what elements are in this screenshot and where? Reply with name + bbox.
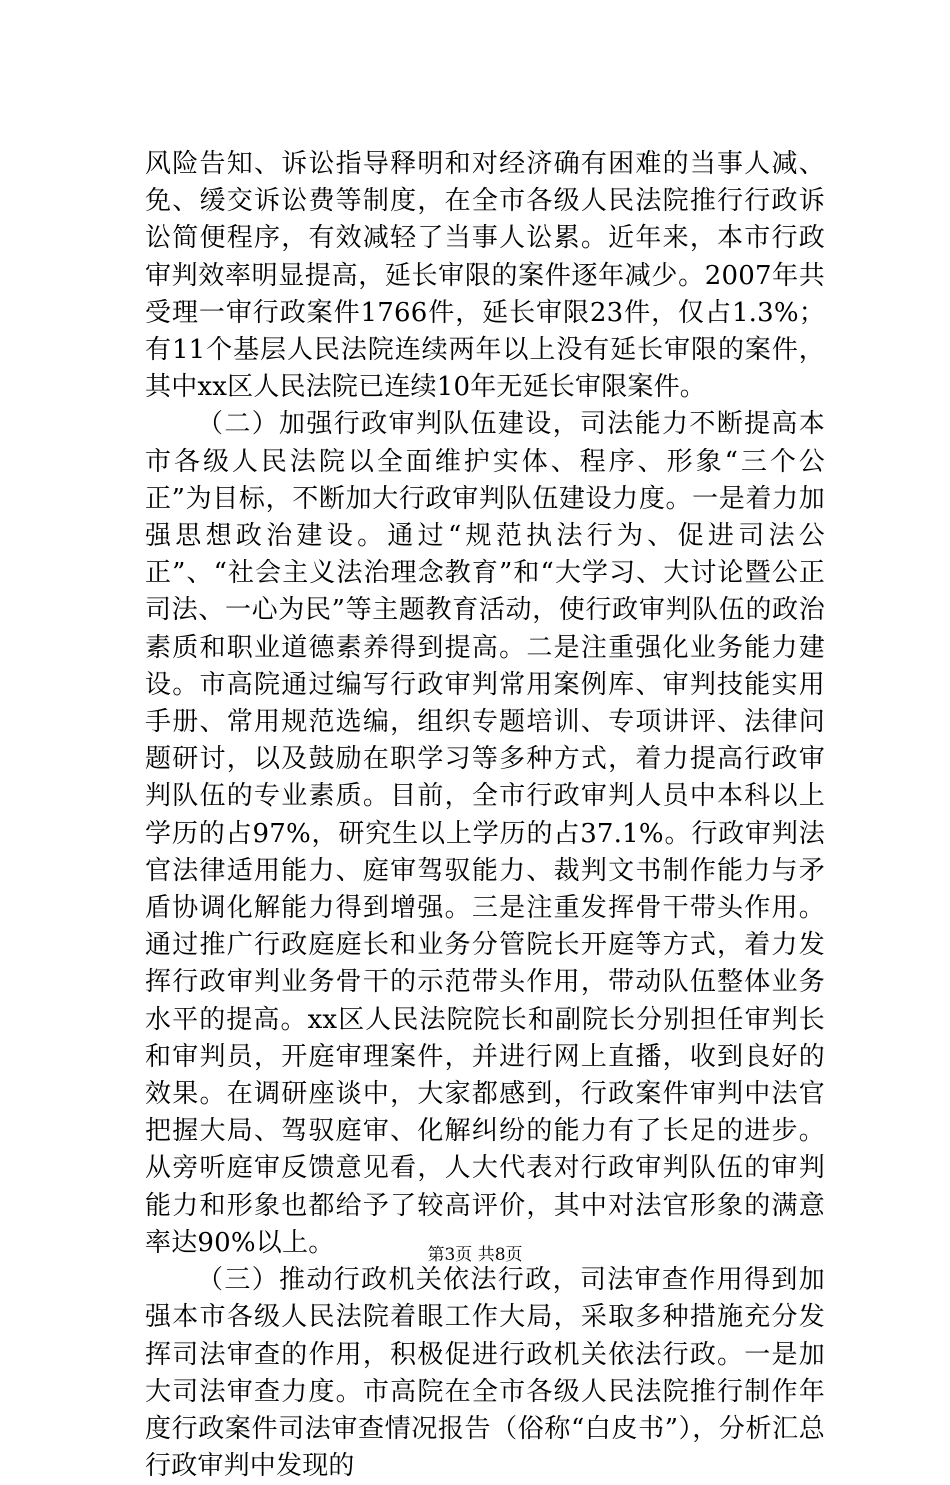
paragraph-section-three: （三）推动行政机关依法行政，司法审查作用得到加强本市各级人民法院着眼工作大局，采取多种措施充分发挥司法审查的作用，积极促进行政机关依法行政。一是加大司法审查力度。市高院在全市各级人民法院推行制作年度行政案件司法审查情况报告（俗称“白皮书”），分析汇总行政审判中发现的 — [145, 1265, 825, 1482]
page-number-footer: 第3页 共8页 — [427, 1245, 523, 1265]
paragraph-continued: 风险告知、诉讼指导释明和对经济确有困难的当事人减、免、缓交诉讼费等制度，在全市各级人民法院推行行政诉讼简便程序，有效减轻了当事人讼累。近年来，本市行政审判效率明显提高，延长审限的案件逐年减少。2007年共受理一审行政案件1766件，延长审限23件，仅占1.3%；有11个基层人民法院连续两年以上没有延长审限的案件，其中xx区人民法院已连续10年无延长审限案件。 — [145, 149, 825, 403]
paragraph-section-two: （二）加强行政审判队伍建设，司法能力不断提高本市各级人民法院以全面维护实体、程序、形象“三个公正”为目标，不断加大行政审判队伍建设力度。一是着力加强思想政治建设。通过“规范执法行为、促进司法公正”、“社会主义法治理念教育”和“大学习、大讨论暨公正司法、一心为民”等主题教育活动，使行政审判队伍的政治素质和职业道德素养得到提高。二是注重强化业务能力建设。市高院通过编写行政审判常用案例库、审判技能实用手册、常用规范选编，组织专题培训、专项讲评、法律问题研讨，以及鼓励在职学习等多种方式，着力提高行政审判队伍的专业素质。目前，全市行政审判人员中本科以上学历的占97%，研究生以上学历的占37.1%。行政审判法官法律适用能力、庭审驾驭能力、裁判文书制作能力与矛盾协调化解能力得到增强。三是注重发挥骨干带头作用。通过推广行政庭庭长和业务分管院长开庭等方式，着力发挥行政审判业务骨干的示范带头作用，带动队伍整体业务水平的提高。xx区人民法院院长和副院长分别担任审判长和审判员，开庭审理案件，并进行网上直播，收到良好的效果。在调研座谈中，大家都感到，行政案件审判中法官把握大局、驾驭庭审、化解纠纷的能力有了长足的进步。从旁听庭审反馈意见看，人大代表对行政审判队伍的审判能力和形象也都给予了较高评价，其中对法官形象的满意率达90%以上。 — [145, 409, 825, 1258]
document-body — [145, 146, 825, 1485]
